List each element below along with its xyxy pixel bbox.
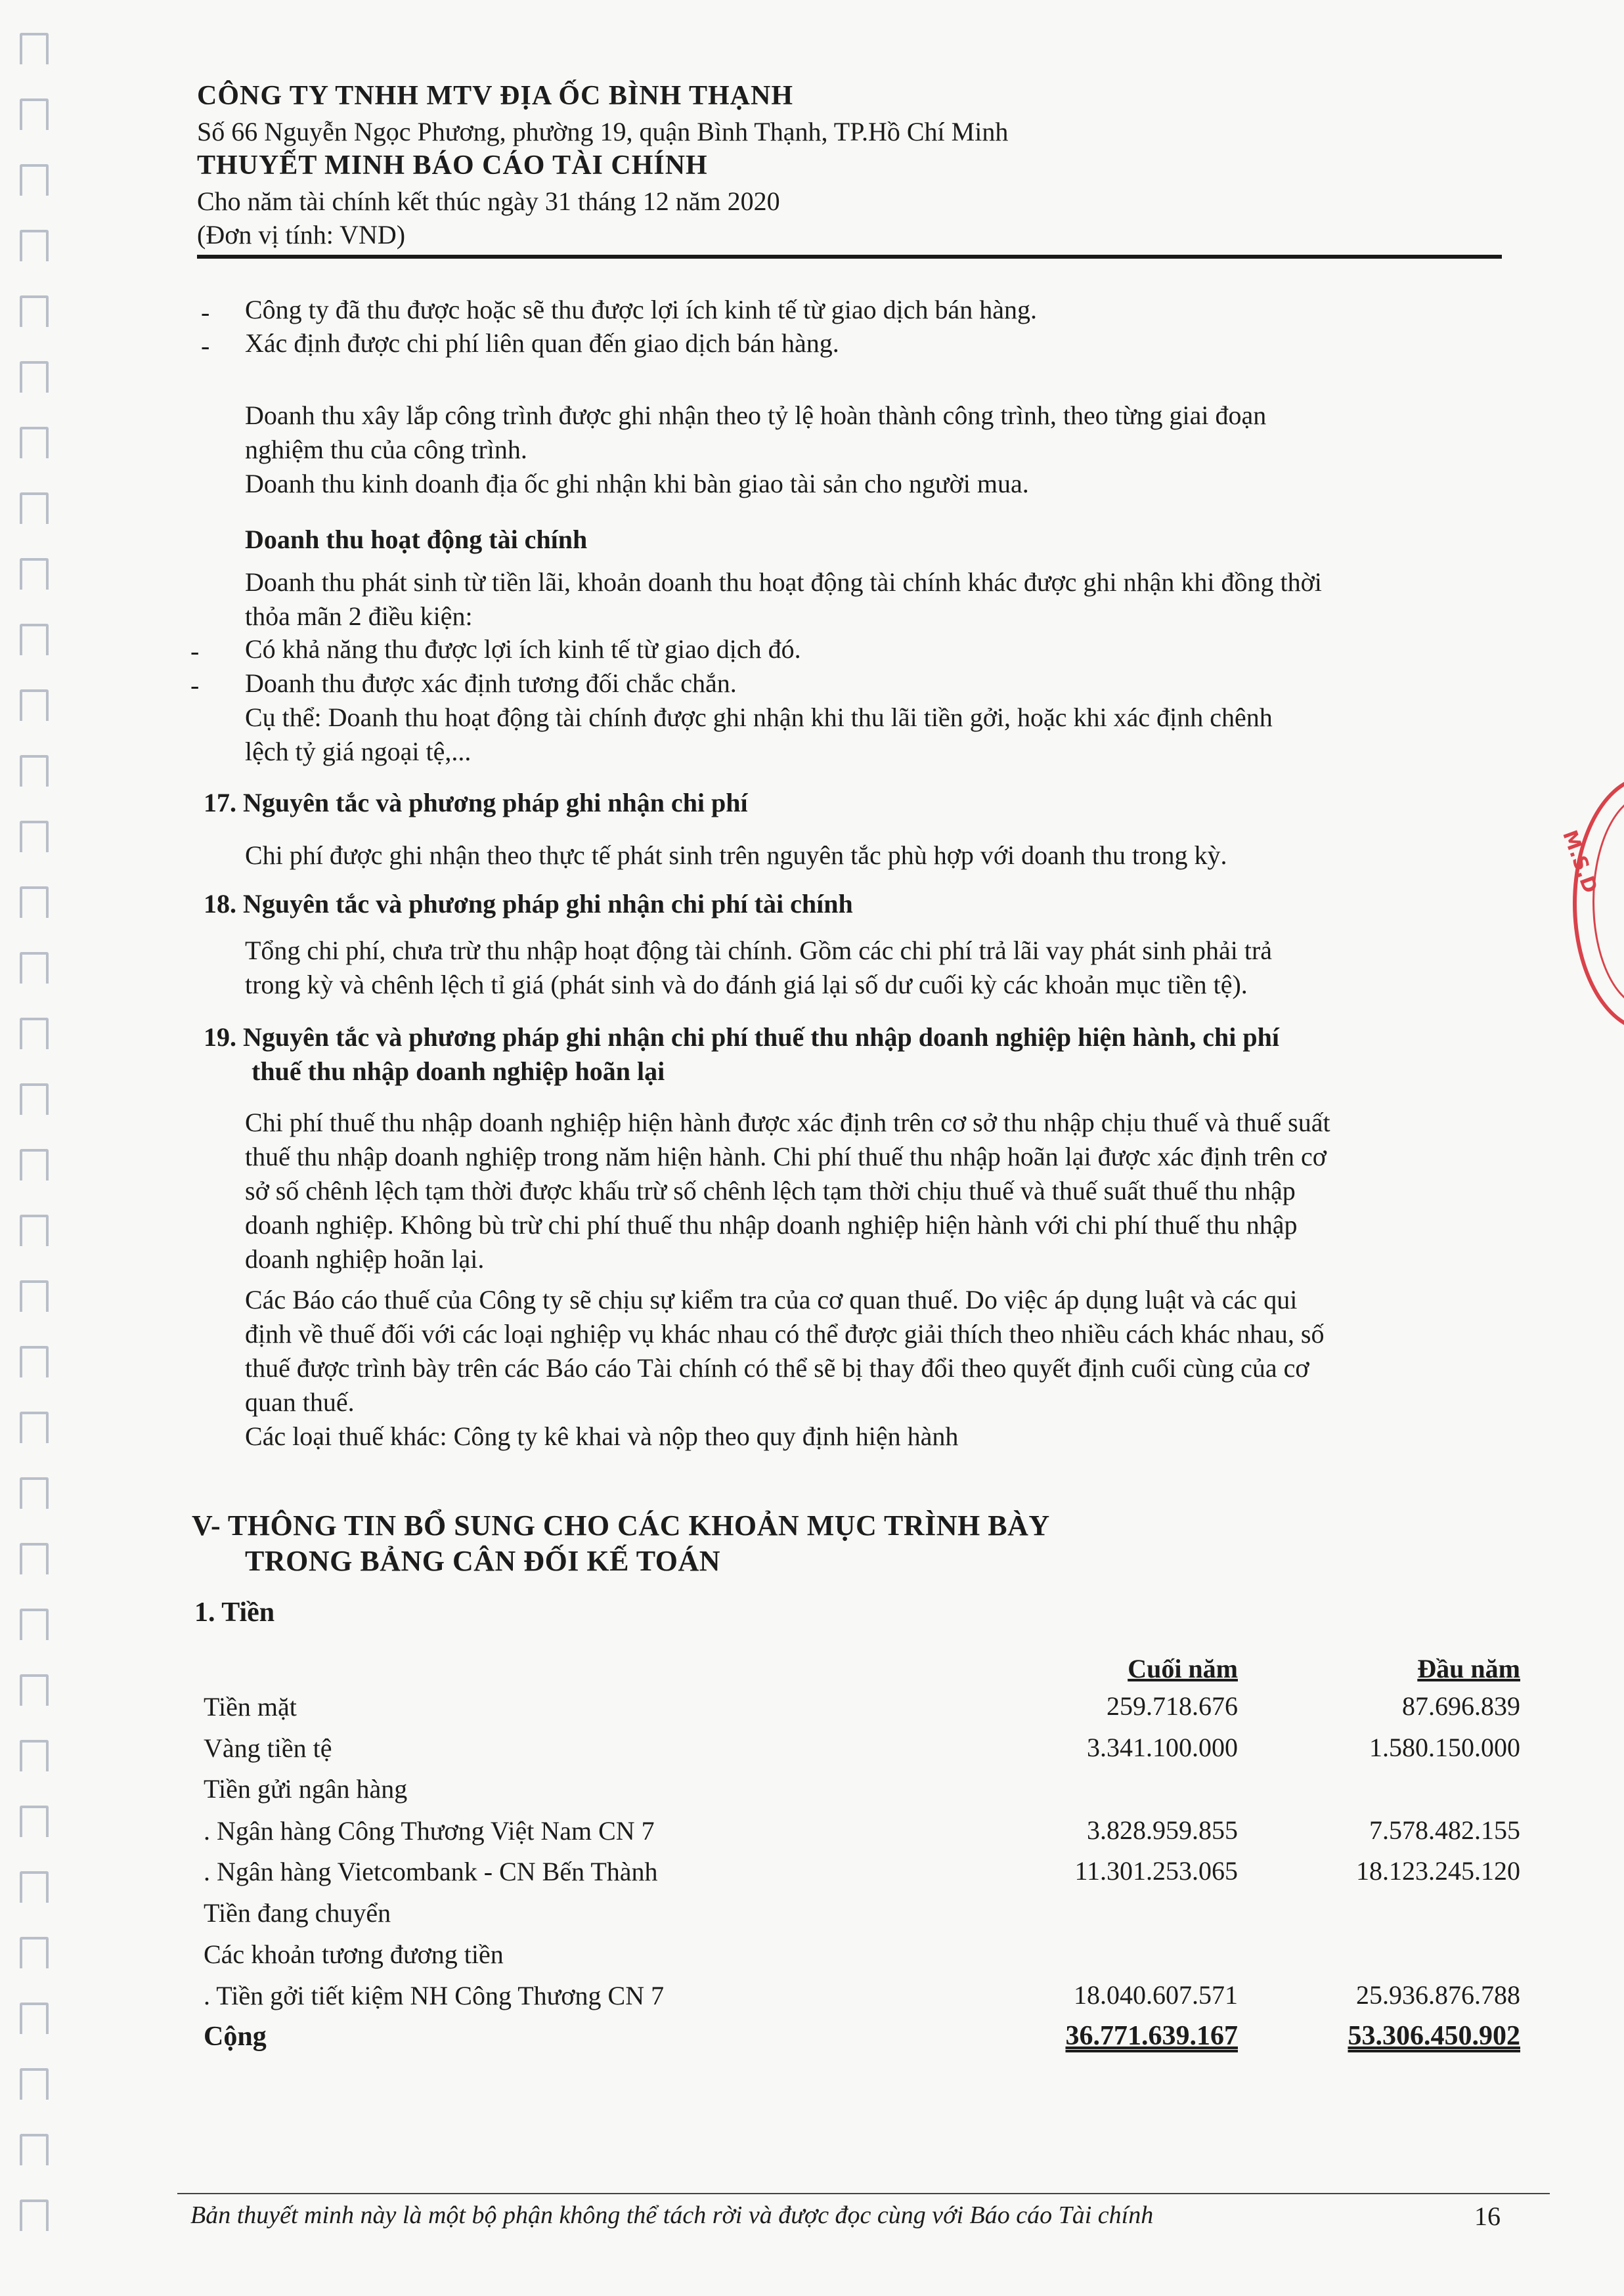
- binding-hole: [20, 1609, 49, 1640]
- cash-row-label: Tiền đang chuyển: [204, 1898, 391, 1928]
- binding-hole: [20, 1871, 49, 1903]
- binding-hole: [20, 427, 49, 458]
- binding-hole: [20, 755, 49, 787]
- cash-row-label: Các khoản tương đương tiền: [204, 1939, 504, 1969]
- cash-row-label: . Ngân hàng Công Thương Việt Nam CN 7: [204, 1816, 655, 1846]
- cash-row-year-end: 3.828.959.855: [1087, 1815, 1238, 1845]
- cash-row-year-start: 25.936.876.788: [1356, 1980, 1520, 2010]
- section-18-text-2: trong kỳ và chênh lệch tỉ giá (phát sinh và do đánh giá lại số dư cuối kỳ các khoản mục tiền tệ).: [245, 970, 1248, 999]
- realestate-revenue: Doanh thu kinh doanh địa ốc ghi nhận khi bàn giao tài sản cho người mua.: [245, 469, 1029, 498]
- section-19-para1-line-2: thuế thu nhập doanh nghiệp trong năm hiện hành. Chi phí thuế thu nhập hoãn lại được xác định trên cơ: [245, 1142, 1327, 1171]
- binding-hole: [20, 886, 49, 918]
- financial-revenue-intro-2: thỏa mãn 2 điều kiện:: [245, 601, 473, 631]
- section-19-para1-line-4: doanh nghiệp. Không bù trừ chi phí thuế thu nhập doanh nghiệp hiện hành với chi phí thuế thu nhập: [245, 1210, 1298, 1240]
- binding-hole: [20, 361, 49, 393]
- cash-row-year-end: 3.341.100.000: [1087, 1733, 1238, 1762]
- binding-hole: [20, 952, 49, 984]
- binding-hole: [20, 1149, 49, 1180]
- cash-row-year-start: 87.696.839: [1402, 1691, 1520, 1721]
- bullet-dash: -: [190, 636, 200, 666]
- financial-revenue-intro-1: Doanh thu phát sinh từ tiền lãi, khoản doanh thu hoạt động tài chính khác được ghi nhận khi đồng thời: [245, 567, 1322, 597]
- binding-hole: [20, 1543, 49, 1574]
- binding-hole: [20, 1346, 49, 1377]
- binding-hole: [20, 558, 49, 590]
- section-v-heading-2: TRONG BẢNG CÂN ĐỐI KẾ TOÁN: [245, 1545, 721, 1577]
- binding-hole: [20, 33, 49, 64]
- section-19-heading-2: thuế thu nhập doanh nghiệp hoãn lại: [252, 1056, 665, 1086]
- section-19-para1-line-5: doanh nghiệp hoãn lại.: [245, 1244, 485, 1274]
- company-seal-text: M.S.D: [1558, 827, 1602, 897]
- binding-hole: [20, 2134, 49, 2165]
- section-17-text: Chi phí được ghi nhận theo thực tế phát sinh trên nguyên tắc phù hợp với doanh thu trong kỳ.: [245, 840, 1227, 870]
- financial-condition-2: Doanh thu được xác định tương đối chắc chắn.: [245, 668, 737, 698]
- binding-hole: [20, 624, 49, 655]
- header-rule: [197, 255, 1502, 259]
- cash-row-year-start: 1.580.150.000: [1369, 1733, 1520, 1762]
- binding-hole: [20, 2068, 49, 2100]
- bullet-dash: -: [201, 331, 210, 360]
- binding-hole: [20, 821, 49, 852]
- column-header-year-end: Cuối năm: [1128, 1654, 1238, 1683]
- cash-row-year-start: 18.123.245.120: [1356, 1856, 1520, 1886]
- currency-unit: (Đơn vị tính: VND): [197, 220, 406, 249]
- binding-hole: [20, 1018, 49, 1049]
- cash-section-heading: 1. Tiền: [194, 1597, 275, 1628]
- cash-row-label: . Tiền gởi tiết kiệm NH Công Thương CN 7: [204, 1981, 665, 2010]
- section-18-text-1: Tổng chi phí, chưa trừ thu nhập hoạt động tài chính. Gồm các chi phí trả lãi vay phát sinh phải trả: [245, 936, 1273, 965]
- binding-hole: [20, 98, 49, 130]
- cash-row-year-start: 7.578.482.155: [1369, 1815, 1520, 1845]
- footer-rule: [177, 2193, 1550, 2194]
- financial-detail-2: lệch tỷ giá ngoại tệ,...: [245, 737, 472, 766]
- binding-hole: [20, 230, 49, 261]
- financial-revenue-heading: Doanh thu hoạt động tài chính: [245, 525, 588, 554]
- report-title: THUYẾT MINH BÁO CÁO TÀI CHÍNH: [197, 150, 708, 181]
- section-19-para1-line-1: Chi phí thuế thu nhập doanh nghiệp hiện hành được xác định trên cơ sở thu nhập chịu thuế và thuế suất: [245, 1108, 1330, 1137]
- binding-hole: [20, 1477, 49, 1509]
- section-v-heading-1: V- THÔNG TIN BỔ SUNG CHO CÁC KHOẢN MỤC TRÌNH BÀY: [192, 1509, 1050, 1542]
- bullet-dash: -: [190, 670, 200, 700]
- section-18-heading: 18. Nguyên tắc và phương pháp ghi nhận chi phí tài chính: [204, 889, 853, 919]
- binding-hole: [20, 1280, 49, 1312]
- cash-total-label: Cộng: [204, 2022, 267, 2052]
- section-19-other-taxes: Các loại thuế khác: Công ty kê khai và nộp theo quy định hiện hành: [245, 1421, 959, 1451]
- binding-hole: [20, 1412, 49, 1443]
- binding-holes: [7, 20, 59, 2278]
- column-header-year-start: Đầu năm: [1417, 1654, 1520, 1683]
- cash-row-year-end: 18.040.607.571: [1074, 1980, 1238, 2010]
- section-19-heading-1: 19. Nguyên tắc và phương pháp ghi nhận chi phí thuế thu nhập doanh nghiệp hiện hành, chi phí: [204, 1022, 1279, 1052]
- binding-hole: [20, 295, 49, 327]
- cash-row-label: Tiền gửi ngân hàng: [204, 1774, 408, 1804]
- financial-detail-1: Cụ thể: Doanh thu hoạt động tài chính được ghi nhận khi thu lãi tiền gởi, hoặc khi xác định chênh: [245, 703, 1273, 732]
- cash-total-year-end: 36.771.639.167: [1065, 2021, 1238, 2051]
- cash-row-year-end: 259.718.676: [1107, 1691, 1238, 1721]
- binding-hole: [20, 164, 49, 196]
- cash-row-label: . Ngân hàng Vietcombank - CN Bến Thành: [204, 1857, 658, 1886]
- section-19-para1-line-3: sở số chênh lệch tạm thời được khấu trừ số chênh lệch tạm thời chịu thuế và thuế suất thuế thu nhập: [245, 1176, 1296, 1205]
- binding-hole: [20, 1806, 49, 1837]
- binding-hole: [20, 492, 49, 524]
- binding-hole: [20, 1740, 49, 1771]
- section-19-para2-line-4: quan thuế.: [245, 1387, 355, 1417]
- binding-hole: [20, 1215, 49, 1246]
- report-period: Cho năm tài chính kết thúc ngày 31 tháng 12 năm 2020: [197, 186, 780, 216]
- company-address: Số 66 Nguyễn Ngọc Phương, phường 19, quận Bình Thạnh, TP.Hồ Chí Minh: [197, 117, 1009, 146]
- sales-condition-1: Công ty đã thu được hoặc sẽ thu được lợi ích kinh tế từ giao dịch bán hàng.: [245, 295, 1038, 324]
- section-19-para2-line-1: Các Báo cáo thuế của Công ty sẽ chịu sự kiểm tra của cơ quan thuế. Do việc áp dụng luật và các qui: [245, 1285, 1298, 1314]
- bullet-dash: -: [201, 297, 210, 327]
- binding-hole: [20, 1083, 49, 1115]
- section-19-para2-line-2: định về thuế đối với các loại nghiệp vụ khác nhau có thể được giải thích theo nhiều cách khác nhau, số: [245, 1319, 1325, 1349]
- cash-row-label: Tiền mặt: [204, 1692, 297, 1722]
- financial-condition-1: Có khả năng thu được lợi ích kinh tế từ giao dịch đó.: [245, 634, 801, 664]
- cash-row-label: Vàng tiền tệ: [204, 1733, 332, 1763]
- binding-hole: [20, 689, 49, 721]
- binding-hole: [20, 1674, 49, 1706]
- company-name: CÔNG TY TNHH MTV ĐỊA ỐC BÌNH THẠNH: [197, 81, 793, 111]
- cash-total-year-start: 53.306.450.902: [1348, 2021, 1520, 2051]
- construction-revenue-line-1: Doanh thu xây lắp công trình được ghi nhận theo tỷ lệ hoàn thành công trình, theo từng giai đoạn: [245, 401, 1267, 430]
- binding-hole: [20, 2199, 49, 2231]
- cash-row-year-end: 11.301.253.065: [1074, 1856, 1238, 1886]
- binding-hole: [20, 2003, 49, 2034]
- construction-revenue-line-2: nghiệm thu của công trình.: [245, 435, 527, 464]
- section-19-para2-line-3: thuế được trình bày trên các Báo cáo Tài chính có thể sẽ bị thay đổi theo quyết định cuối cùng của cơ: [245, 1353, 1309, 1383]
- footer-note: Bản thuyết minh này là một bộ phận không thể tách rời và được đọc cùng với Báo cáo Tài chính: [190, 2201, 1154, 2229]
- binding-hole: [20, 1937, 49, 1968]
- page-number: 16: [1474, 2201, 1501, 2231]
- section-17-heading: 17. Nguyên tắc và phương pháp ghi nhận chi phí: [204, 788, 748, 817]
- sales-condition-2: Xác định được chi phí liên quan đến giao dịch bán hàng.: [245, 328, 839, 358]
